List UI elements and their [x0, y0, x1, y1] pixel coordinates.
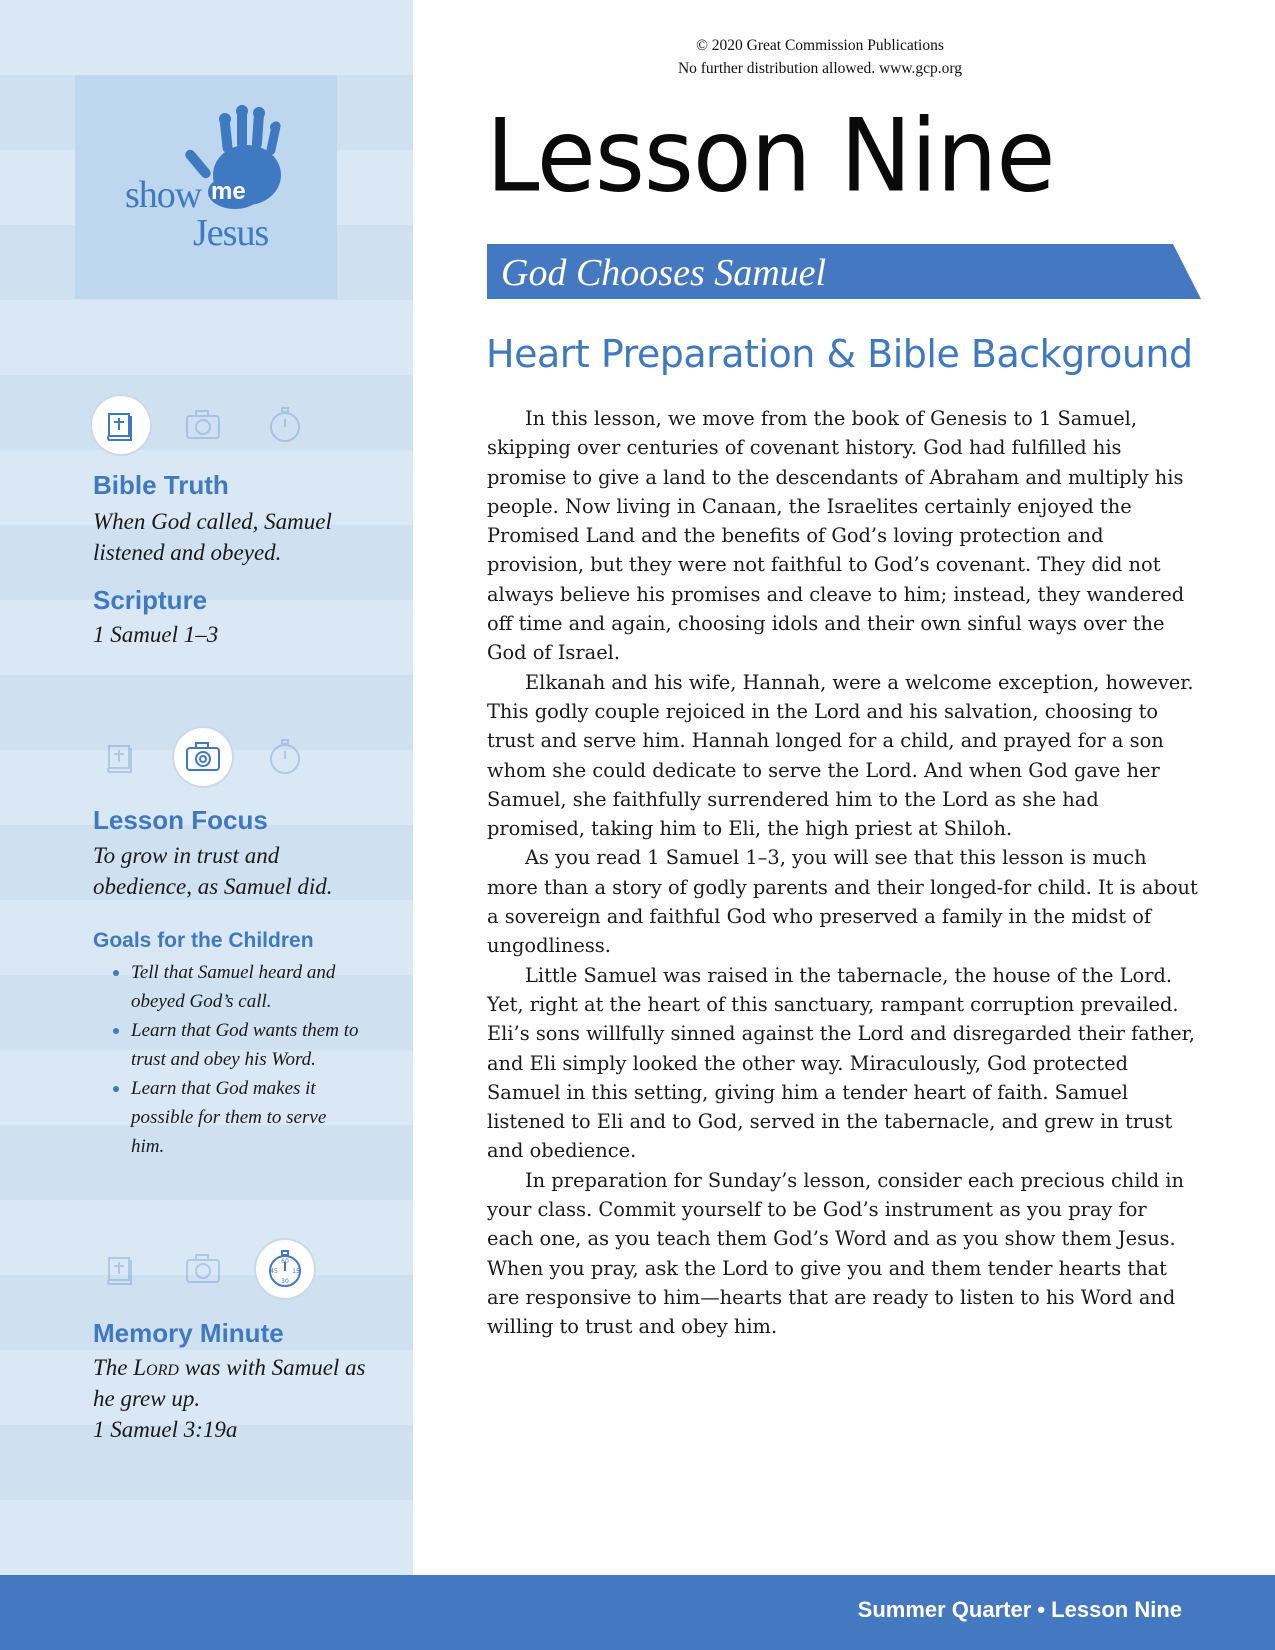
- lesson-title: Lesson Nine: [486, 96, 1055, 215]
- body-text: [487, 404, 1199, 1342]
- title-banner: [487, 244, 1201, 299]
- goal-item: Learn that God makes it possible for them to serve him.: [108, 1074, 351, 1161]
- svg-text:30: 30: [281, 1278, 289, 1285]
- goals-heading: Goals for the Children: [93, 929, 314, 952]
- memory-verse: The Lord was with Samuel as he grew up.: [93, 1355, 366, 1411]
- bible-truth-text: When God called, Samuel listened and obeyed.: [93, 509, 332, 565]
- memory-reference: 1 Samuel 3:19a: [93, 1417, 238, 1442]
- goals-list: [108, 958, 378, 1161]
- bible-truth-heading: Bible Truth: [93, 470, 229, 500]
- lord-small-caps: Lord: [133, 1355, 179, 1380]
- show-me-jesus-logo: [75, 75, 337, 299]
- camera-icon: [174, 396, 232, 454]
- body-paragraph: Little Samuel was raised in the tabernacle, the house of the Lord. Yet, right at the heart of this sanctuary, rampant corruption prevailed. Eli’s sons willfully sinned against the Lord and disregarded their father, and Eli simply looked the other way. Miraculously, God protected Samuel in this setting, giving him a tender heart of faith. Samuel listened to Eli and to God, served in the tabernacle, and grew in trust and obedience.: [487, 963, 1195, 1163]
- body-paragraph: Elkanah and his wife, Hannah, were a welcome exception, however. This godly couple rejoiced in the Lord and his salvation, choosing to trust and serve him. Hannah longed for a child, and prayed for a son whom she could dedicate to serve the Lord. And when God gave her Samuel, she faithfully surrendered him to the Lord as she had promised, taking him to Eli, the high priest at Shiloh.: [487, 670, 1194, 841]
- bible-icon: [92, 728, 150, 786]
- body-paragraph: In this lesson, we move from the book of Genesis to 1 Samuel, skipping over centuries of covenant history. God had fulfilled his promise to give a land to the descendants of Abraham and multiply his people. Now living in Canaan, the Israelites certainly enjoyed the Promised Land and the benefits of God’s loving protection and provision, but they were not faithful to God’s covenant. They did not always believe his promises and cleave to him; instead, they wandered off time and again, choosing idols and their own sinful ways over the God of Israel.: [487, 407, 1185, 665]
- stopwatch-icon: [256, 728, 314, 786]
- footer-bar: [0, 1575, 1275, 1650]
- bible-icon: [92, 1240, 150, 1298]
- scripture-heading: Scripture: [93, 585, 208, 615]
- copyright-notice: © 2020 Great Commission Publications No further distribution allowed. www.gcp.org: [677, 37, 963, 77]
- lesson-focus-heading: Lesson Focus: [93, 805, 268, 835]
- goal-item: Learn that God wants them to trust and obey his Word.: [108, 1016, 378, 1074]
- memory-minute-heading: Memory Minute: [93, 1318, 284, 1348]
- section-heading: Heart Preparation & Bible Background: [486, 332, 1193, 376]
- svg-text:60: 60: [281, 1258, 289, 1265]
- lesson-focus-text: To grow in trust and obedience, as Samuel did.: [93, 843, 333, 899]
- stopwatch-icon: [256, 1240, 314, 1298]
- logo-me-text: me: [211, 178, 246, 205]
- handprint-icon: [75, 75, 337, 299]
- camera-icon: [174, 1240, 232, 1298]
- icon-row-lesson-focus: [90, 726, 320, 792]
- footer-text: Summer Quarter • Lesson Nine: [857, 1597, 1182, 1622]
- camera-icon: [174, 728, 232, 786]
- scripture-text: 1 Samuel 1–3: [93, 622, 219, 647]
- body-paragraph: As you read 1 Samuel 1–3, you will see that this lesson is much more than a story of godly parents and their longed-for child. It is about a sovereign and faithful God who preserved a family in the midst of ungodliness.: [487, 846, 1198, 958]
- logo-show-text: show: [125, 174, 202, 216]
- bible-icon: [92, 396, 150, 454]
- svg-text:15: 15: [292, 1268, 300, 1275]
- lesson-subtitle: God Chooses Samuel: [501, 252, 827, 294]
- logo-jesus-text: Jesus: [193, 212, 269, 254]
- body-paragraph: In preparation for Sunday’s lesson, consider each precious child in your class. Commit yourself to be God’s instrument as you pray for each one, as you teach them God’s Word and as you show them Jesus. When you pray, ask the Lord to give you and them tender hearts that are responsive to him—hearts that are ready to listen to his Word and willing to trust and obey him.: [487, 1168, 1184, 1339]
- goal-item: Tell that Samuel heard and obeyed God’s call.: [108, 958, 378, 1016]
- sidebar: [0, 0, 413, 1575]
- icon-row-bible-truth: [90, 394, 320, 460]
- icon-row-memory-minute: [90, 1238, 320, 1304]
- svg-text:45: 45: [270, 1268, 278, 1275]
- stopwatch-icon: [256, 396, 314, 454]
